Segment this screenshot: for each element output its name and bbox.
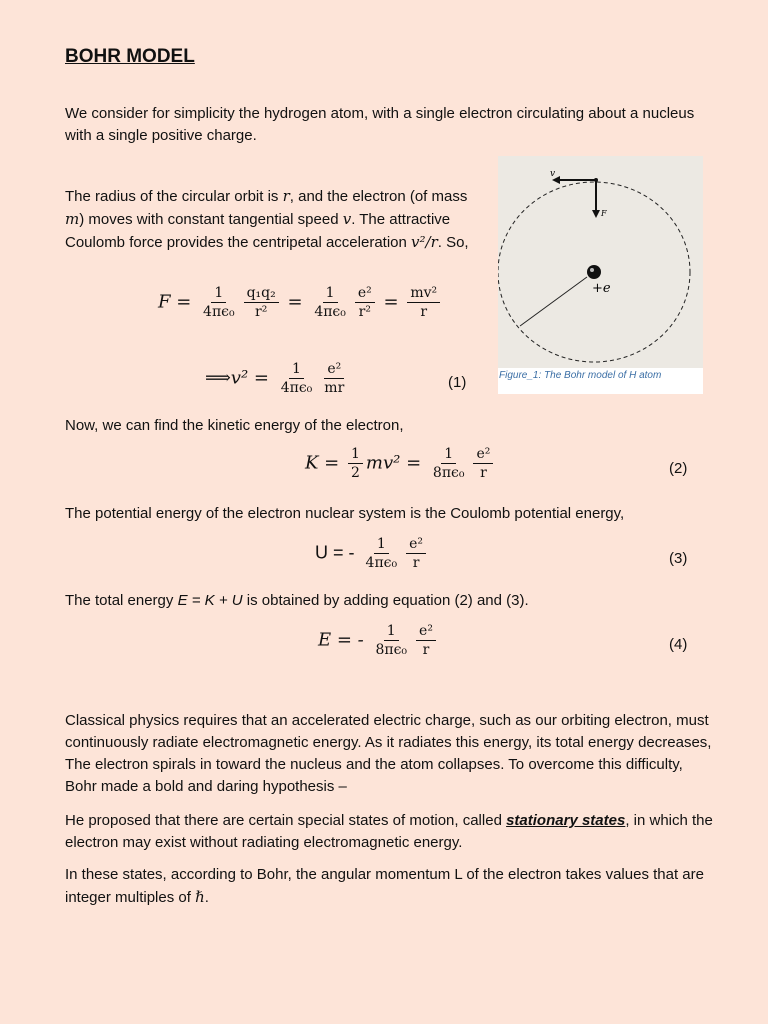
stationary-states-term: stationary states: [506, 812, 626, 829]
hbar-symbol: ℏ: [195, 888, 205, 906]
denominator: 4πϵ₀: [365, 555, 398, 571]
nucleus-highlight: [590, 268, 594, 272]
fraction: [321, 360, 347, 397]
potential-paragraph: The potential energy of the electron nuclear system is the Coulomb potential energy,: [65, 505, 625, 522]
equation-number-3: (3): [669, 550, 688, 567]
radius-symbol: r: [282, 187, 290, 205]
bohr-diagram: [498, 156, 703, 368]
numerator: 1: [348, 445, 363, 464]
numerator: q₁q₂: [244, 284, 279, 303]
denominator: 8πϵ₀: [375, 642, 408, 658]
numerator: e²: [406, 535, 426, 554]
kinetic-paragraph: Now, we can find the kinetic energy of the electron,: [65, 417, 404, 434]
bohr-figure: [498, 156, 703, 396]
orbit-text-4: . The attractive Coulomb force provides the centripetal acceleration: [65, 211, 451, 251]
fraction: [407, 284, 440, 321]
denominator: 2: [351, 465, 360, 481]
denominator: r: [412, 555, 420, 571]
numerator: 1: [289, 360, 304, 379]
angular-text-1: In these states, according to Bohr, the angular momentum L of the electron takes values that are integer multiples of: [65, 866, 704, 906]
total-energy-paragraph: [65, 590, 705, 612]
denominator: r: [422, 642, 430, 658]
mass-symbol: m: [65, 210, 80, 228]
equation-3: [315, 535, 429, 572]
numerator: 1: [374, 535, 389, 554]
fraction: [244, 284, 279, 321]
figure-caption: Figure_1: The Bohr model of H atom: [498, 368, 703, 394]
charge-label: +e: [592, 281, 611, 296]
denominator: r²: [255, 304, 268, 320]
orbit-text-5: . So,: [437, 234, 469, 251]
force-equation: [158, 284, 443, 321]
numerator: e²: [416, 622, 436, 641]
denominator: mr: [324, 380, 345, 396]
radius-line: [520, 277, 587, 326]
acceleration-expr: v²/r: [411, 233, 438, 251]
equation-4: [318, 622, 439, 659]
denominator: r²: [358, 304, 371, 320]
denominator: r: [420, 304, 428, 320]
numerator: e²: [473, 445, 493, 464]
fraction: [473, 445, 493, 482]
fraction: [430, 445, 468, 482]
numerator: e²: [355, 284, 375, 303]
angular-momentum-paragraph: [65, 864, 715, 909]
equation-number-4: (4): [669, 636, 688, 653]
equation-1: [205, 360, 350, 397]
denominator: 4πϵ₀: [203, 304, 235, 320]
eq2-lhs: K =: [305, 452, 340, 474]
fraction: [363, 535, 401, 572]
angular-text-2: .: [204, 889, 209, 906]
numerator: 1: [384, 622, 399, 641]
total-text-2: is obtained by adding equation (2) and (3).: [242, 592, 529, 609]
proposal-text-2: , in which the electron may exist without radiating electromagnetic energy.: [65, 812, 713, 851]
nucleus: [587, 265, 601, 279]
fraction: [311, 284, 349, 321]
eq4-lhs: E = -: [318, 629, 364, 651]
fraction: [348, 445, 363, 482]
fraction: [355, 284, 375, 321]
equals-sign: =: [383, 291, 399, 313]
orbit-text-2: , and the electron (of mass: [289, 188, 468, 205]
eq1-lhs: ⟹v² =: [205, 367, 269, 389]
fraction: [278, 360, 316, 397]
proposal-text-1: He proposed that there are certain special states of motion, called: [65, 812, 507, 829]
denominator: r: [480, 465, 487, 481]
orbit-paragraph: [65, 185, 480, 254]
fraction: [406, 535, 426, 572]
equation-2: [305, 445, 496, 482]
numerator: 1: [441, 445, 456, 464]
force-lhs: F =: [158, 291, 192, 313]
equation-number-1: (1): [448, 374, 467, 391]
orbit-text-3: ) moves with constant tangential speed: [79, 211, 343, 228]
numerator: mv²: [407, 284, 440, 303]
denominator: 4πϵ₀: [314, 304, 346, 320]
orbit-text-1: The radius of the circular orbit is: [65, 188, 283, 205]
total-expr: E = K + U: [177, 592, 243, 609]
eq3-lhs: U = -: [315, 542, 355, 563]
numerator: 1: [323, 284, 338, 303]
classical-paragraph: Classical physics requires that an accelerated electric charge, such as our orbiting electron, must continuously radiate electromagnetic energy. As it radiates this energy, its total energy decreases, The electron spirals in toward the nucleus and the atom collapses. To overcome this difficulty, Bohr made a bold and daring hypothesis –: [65, 712, 712, 795]
bohr-diagram-svg: [498, 156, 703, 368]
fraction: [416, 622, 436, 659]
velocity-label: v: [550, 169, 556, 179]
denominator: 4πϵ₀: [280, 380, 313, 396]
denominator: 8πϵ₀: [432, 465, 465, 481]
page-title: BOHR MODEL: [65, 46, 195, 67]
equals-sign: =: [287, 291, 303, 313]
force-label: F: [601, 209, 607, 218]
intro-paragraph: We consider for simplicity the hydrogen atom, with a single electron circulating about a nucleus with a single positive charge.: [65, 105, 695, 144]
electron-dot: [594, 178, 598, 182]
equation-number-2: (2): [669, 460, 688, 477]
proposal-paragraph: [65, 810, 715, 854]
fraction: [372, 622, 410, 659]
fraction: [200, 284, 238, 321]
eq2-mv: mv² =: [365, 452, 422, 474]
speed-symbol: v: [342, 210, 352, 228]
total-text-1: The total energy: [65, 592, 178, 609]
numerator: e²: [324, 360, 344, 379]
force-arrowhead: [592, 210, 600, 218]
numerator: 1: [211, 284, 226, 303]
